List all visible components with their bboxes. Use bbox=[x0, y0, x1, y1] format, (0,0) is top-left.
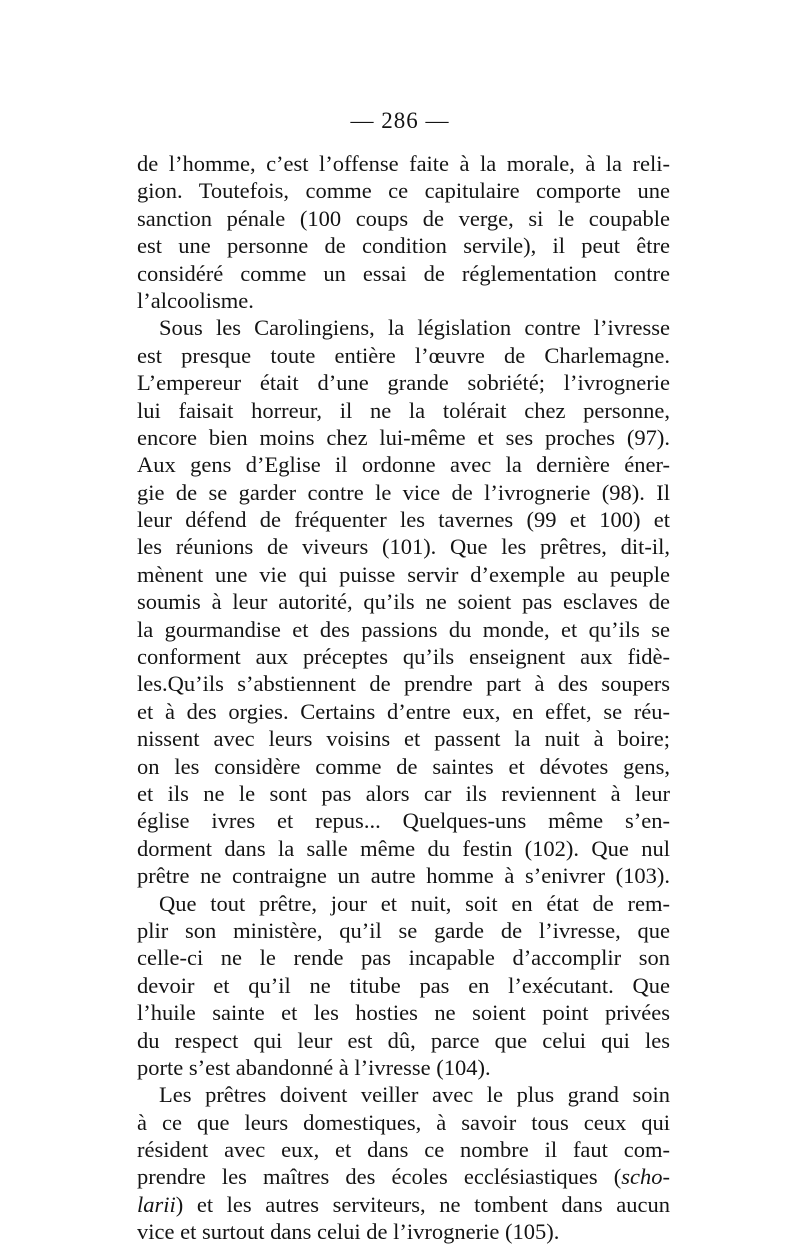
text-line: la gourmandise et des passions du monde, et qu’ils se bbox=[137, 616, 670, 642]
text-line: Aux gens d’Eglise il ordonne avec la dernière éner- bbox=[137, 452, 670, 478]
text-line: mènent une vie qui puisse servir d’exemple au peuple bbox=[137, 561, 670, 587]
text-line: L’empereur était d’une grande sobriété; l’ivrognerie bbox=[137, 370, 670, 396]
text-line: sanction pénale (100 coups de verge, si le coupable bbox=[137, 205, 670, 231]
text-line: prêtre ne contraigne un autre homme à s’enivrer (103). bbox=[137, 863, 670, 889]
text-line: gion. Toutefois, comme ce capitulaire comporte une bbox=[137, 178, 670, 204]
text-line: l’huile sainte et les hosties ne soient point privées bbox=[137, 1000, 670, 1026]
text-line bbox=[137, 1191, 670, 1218]
text-line: du respect qui leur est dû, parce que celui qui les bbox=[137, 1027, 670, 1053]
text-line: est presque toute entière l’œuvre de Charlemagne. bbox=[137, 342, 670, 368]
text-line: est une personne de condition servile), il peut être bbox=[137, 233, 670, 259]
text-line: plir son ministère, qu’il se garde de l’ivresse, que bbox=[137, 917, 670, 943]
body-text bbox=[137, 150, 670, 1246]
text-line: Sous les Carolingiens, la législation contre l’ivresse bbox=[159, 315, 670, 341]
italic-term: larii bbox=[137, 1191, 176, 1217]
text-line: Les prêtres doivent veiller avec le plus grand soin bbox=[159, 1082, 670, 1108]
text-line: soumis à leur autorité, qu’ils ne soient pas esclaves de bbox=[137, 589, 670, 615]
text-line: les réunions de viveurs (101). Que les prêtres, dit-il, bbox=[137, 534, 670, 560]
text-line: l’alcoolisme. bbox=[137, 287, 254, 313]
page-number: — 286 — bbox=[350, 108, 450, 133]
text-line: Que tout prêtre, jour et nuit, soit en état de rem- bbox=[159, 890, 670, 916]
text-line: et à des orgies. Certains d’entre eux, en effet, se réu- bbox=[137, 698, 670, 724]
text-line: on les considère comme de saintes et dévotes gens, bbox=[137, 753, 670, 779]
text-line: résident avec eux, et dans ce nombre il faut com- bbox=[137, 1137, 670, 1163]
text-line: encore bien moins chez lui-même et ses proches (97). bbox=[137, 424, 670, 450]
text-line: leur défend de fréquenter les tavernes (99 et 100) et bbox=[137, 507, 670, 533]
text-line: devoir et qu’il ne titube pas en l’exécutant. Que bbox=[137, 972, 670, 998]
text-line: porte s’est abandonné à l’ivresse (104). bbox=[137, 1054, 491, 1080]
text-line: les.Qu’ils s’abstiennent de prendre part à des soupers bbox=[137, 671, 670, 697]
text-line: vice et surtout dans celui de l’ivrognerie (105). bbox=[137, 1219, 560, 1245]
italic-term: scho- bbox=[621, 1164, 670, 1190]
text-line: considéré comme un essai de réglementation contre bbox=[137, 260, 670, 286]
text-line: gie de se garder contre le vice de l’ivrognerie (98). Il bbox=[137, 479, 670, 505]
text-fragment: ) et les autres serviteurs, ne tombent dans aucun bbox=[175, 1191, 670, 1217]
text-line: nissent avec leurs voisins et passent la nuit à boire; bbox=[137, 726, 670, 752]
text-line: conforment aux préceptes qu’ils enseignent aux fidè- bbox=[137, 644, 670, 670]
text-line: de l’homme, c’est l’offense faite à la morale, à la reli- bbox=[137, 151, 670, 176]
text-line: et ils ne le sont pas alors car ils reviennent à leur bbox=[137, 780, 670, 806]
text-line: celle-ci ne le rende pas incapable d’accomplir son bbox=[137, 945, 670, 971]
text-line: lui faisait horreur, il ne la tolérait chez personne, bbox=[137, 397, 670, 423]
text-line bbox=[137, 1163, 670, 1190]
text-line: à ce que leurs domestiques, à savoir tous ceux qui bbox=[137, 1109, 670, 1135]
text-line: église ivres et repus... Quelques-uns même s’en- bbox=[137, 808, 670, 834]
text-fragment: prendre les maîtres des écoles ecclésiastiques ( bbox=[137, 1164, 622, 1190]
text-line: dorment dans la salle même du festin (102). Que nul bbox=[137, 835, 670, 861]
